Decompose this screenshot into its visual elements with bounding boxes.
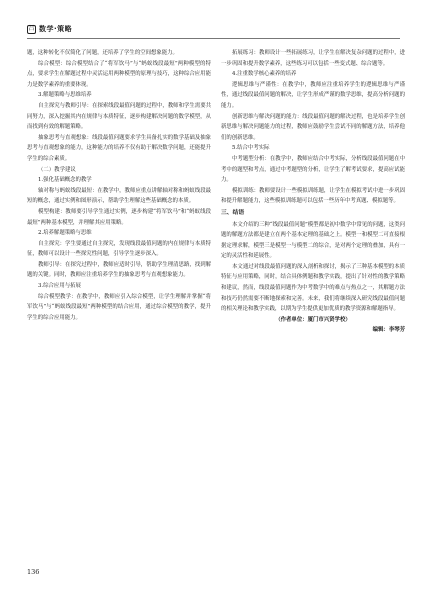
journal-logo-icon: 吕 [28,25,35,32]
body-paragraph: 本文通过对线段最值问题的深入剖析和探讨，揭示了三种基本模型的本质特征与应用策略，同时，结合具体例题和教学实践，提出了针对性的教学策略和建议，然而，线段最值问题作为中考数学中的难点与热点之一，其解题方法和技巧仍然需要不断地探索和完善。未来，我们将继续深入研究线段最值问题的相关理论和教学实践，以期为学生提供更加优质的教学资源和解题指导。 [221,263,405,313]
body-paragraph: 题，这种转化不仅简化了问题，还培养了学生的空间想象能力。 [27,50,178,56]
subsection-heading: 3.综合应用与拓展 [38,283,81,290]
right-column [221,48,405,336]
subsection-heading: （二）教学建议 [38,166,76,173]
header-rule [27,38,400,39]
subsection-heading: 2.培养解题策略与思维 [38,230,92,237]
author-affiliation: （作者单位：厦门市兴贤学校） [275,316,351,323]
body-paragraph: 抽象思考与直观想象：线段最值问题要求学生具备扎实的数学基础及抽象思考与直观想象的能力，这种能力的培养不仅有助于解决数学问题，还能提升学生的综合素质。 [27,134,211,162]
subsection-heading: 5.结合中考实际 [232,145,270,152]
journal-header [27,24,72,34]
body-paragraph: 模拟训练：教师要设计一些模拟训练题，让学生在模拟考试中进一步巩固和提升解题能力，这些模拟训练题可以包括一些历年中考真题、模拟题等。 [221,187,405,205]
editor-credit: 编辑：李琴芳 [372,327,405,334]
body-paragraph: 创新思维与解决问题的能力：线段最值问题的解决过程，也是培养学生创新思维与解决问题能力的过程，教师应鼓励学生尝试不同的解题方法，培养他们的创新思维。 [221,113,405,141]
journal-section-title: 数学·策略 [39,25,73,33]
body-paragraph: 逻辑思维与严谨性：在教学中，教师应注重培养学生的逻辑思维与严谨性，通过线段最值问题的解决，让学生形成严谨的数学思维，提高分析问题的能力。 [221,81,405,109]
body-paragraph: 综合模型：综合模型结合了“将军饮马”与“蚂蚁线段最短”两种模型的特点，要求学生在解题过程中灵活运用两种模型的原理与技巧，这种综合应用能力是数学素养的重要体现。 [27,60,211,88]
body-paragraph: 轴对称与蚂蚁线段最短：在教学中，教师应重点讲解轴对称和蚂蚁线段最短的概念，通过实例和图形演示，帮助学生理解这些基础概念的本质。 [27,187,211,205]
body-paragraph: 综合模型教学：在教学中，教师应引入综合模型，让学生理解并掌握“将军饮马”与“蚂蚁线段最短”两种模型的结合应用，通过综合模型的教学，提升学生的综合应用能力。 [27,293,211,321]
subsection-heading: 4.注重数学核心素养的培养 [232,71,297,78]
body-paragraph: 中考题型分析：在教学中，教师应结合中考实际，分析线段最值问题在中考中的题型和考点，通过中考题型的分析，让学生了解考试要求，提高应试能力。 [221,155,405,184]
body-paragraph: 自主探究与教师引导：在探索线段最值问题的过程中，教师和学生需要共同努力，深入挖掘其内在规律与本质特征，逐步构建解决问题的数学模型，从而找到有效的解题策略。 [27,102,211,131]
subsection-heading: 3.解题策略与思维培养 [38,92,92,99]
page-number: 136 [27,568,40,576]
section-heading: 三、结语 [221,209,245,216]
body-paragraph: 自主探究：学生要通过自主探究，发现线段最值问题的内在规律与本质特征，教师可以设计一些探究性问题，引导学生逐步深入。 [27,240,211,258]
subsection-heading: 1.强化基础概念的教学 [38,177,92,184]
body-paragraph: 教师引导：在探究过程中，教师应适时引导，帮助学生理清思路，找到解题的关键。同时，教师应注重培养学生的抽象思考与直观想象能力。 [27,261,211,279]
body-paragraph: 本文介绍的三种“线段最值问题”模型都是初中数学中常见的问题，这类问题的解题方法都是建立在两个基本定理的基础之上。模型一和模型二可直接根据定理求解，模型三是模型一与模型二的综合，是对两个定理的叠加，具有一定的灵活性和延展性。 [221,221,405,260]
left-column [27,48,211,323]
body-paragraph: 拓展练习：教师设计一些拓展练习，让学生在解决复杂问题的过程中，进一步巩固和提升数学素养，这些练习可以包括一些变式题、综合题等。 [221,50,405,67]
body-paragraph: 模型构建：教师要引导学生通过实例，逐步构建“将军饮马”和“蚂蚁线段最短”两种基本模型，并理解其应用策略。 [27,208,211,226]
